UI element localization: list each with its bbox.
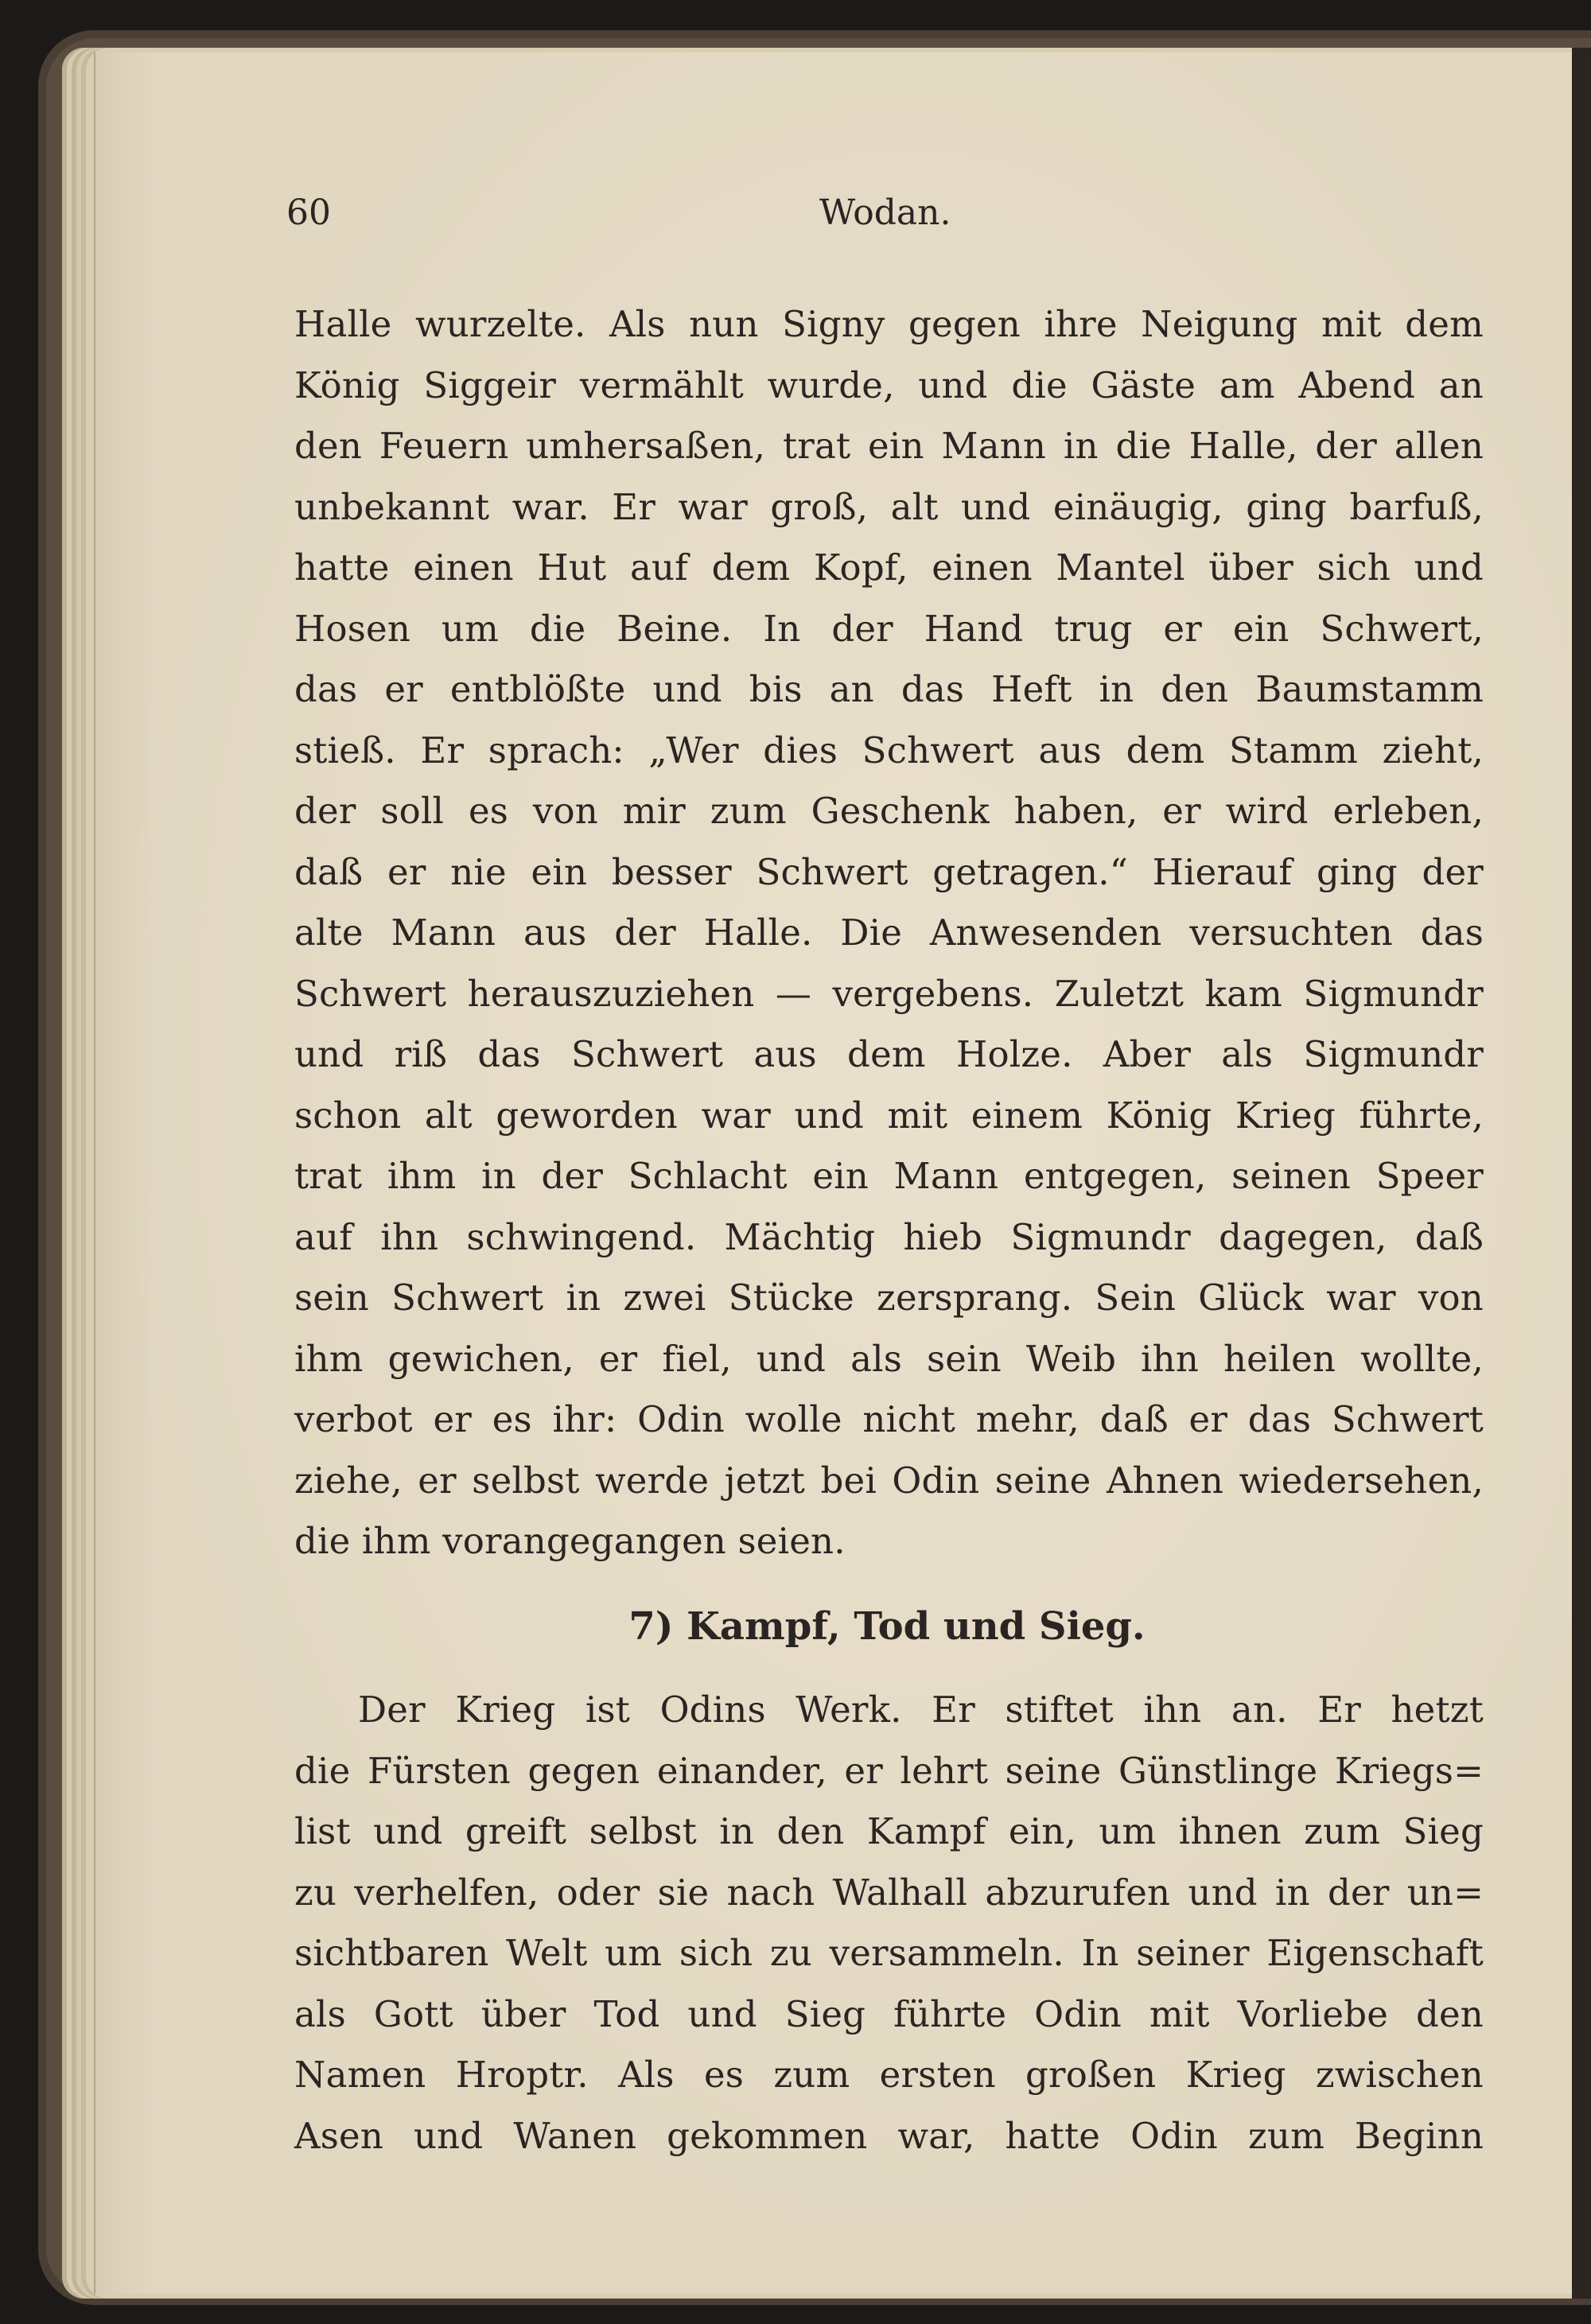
section-heading (0, 1599, 1591, 1654)
text-line: sein Schwert in zwei Stücke zersprang. Sein Glück war von (294, 1277, 1484, 1319)
text-line: der soll es von mir zum Geschenk haben, er wird erleben, (294, 790, 1484, 832)
text-line: auf ihn schwingend. Mächtig hieb Sigmundr dagegen, daß (294, 1215, 1484, 1258)
text-line: ihm gewichen, er fiel, und als sein Weib ihn heilen wollte, (294, 1337, 1484, 1380)
text-line: unbekannt war. Er war groß, alt und einäugig, ging barfuß, (294, 485, 1484, 528)
text-line: König Siggeir vermählt wurde, und die Gäste am Abend an (294, 363, 1484, 406)
running-title: Wodan. (819, 192, 951, 233)
paragraph-1 (294, 294, 1484, 1572)
text-line: trat ihm in der Schlacht ein Mann entgegen, seinen Speer (294, 1155, 1484, 1197)
text-line: den Feuern umhersaßen, trat ein Mann in die Halle, der allen (294, 425, 1484, 467)
text-line: sichtbaren Welt um sich zu versammeln. In seiner Eigenschaft (294, 1932, 1484, 1974)
text-line: stieß. Er sprach: „Wer dies Schwert aus dem Stamm zieht, (294, 729, 1484, 771)
text-line: Schwert herauszuziehen — vergebens. Zuletzt kam Sigmundr (294, 972, 1484, 1015)
text-line: und riß das Schwert aus dem Holze. Aber als Sigmundr (294, 1033, 1484, 1075)
text-line: schon alt geworden war und mit einem König Krieg führte, (294, 1094, 1484, 1137)
text-line: Halle wurzelte. Als nun Signy gegen ihre Neigung mit dem (294, 303, 1484, 345)
text-line: hatte einen Hut auf dem Kopf, einen Mantel über sich und (294, 546, 1484, 589)
text-line: Asen und Wanen gekommen war, hatte Odin zum Beginn (294, 2114, 1484, 2157)
text-line: verbot er es ihr: Odin wolle nicht mehr, daß er das Schwert (294, 1398, 1484, 1440)
text-line: ziehe, er selbst werde jetzt bei Odin seine Ahnen wiedersehen, (294, 1459, 1484, 1502)
text-line: list und greift selbst in den Kampf ein, um ihnen zum Sieg (294, 1810, 1484, 1852)
text-line: das er entblößte und bis an das Heft in den Baumstamm (294, 668, 1484, 710)
paragraph-2 (294, 1680, 1484, 2167)
page-number: 60 (286, 192, 331, 233)
text-line: daß er nie ein besser Schwert getragen.“ Hierauf ging der (294, 850, 1484, 893)
text-line: die Fürsten gegen einander, er lehrt seine Günstlinge Kriegs= (294, 1749, 1484, 1792)
text-line: Der Krieg ist Odins Werk. Er stiftet ihn an. Er hetzt (358, 1689, 1484, 1731)
section-heading-text: 7) Kampf, Tod und Sieg. (628, 1604, 1146, 1649)
text-line: Namen Hroptr. Als es zum ersten großen Krieg zwischen (294, 2054, 1484, 2096)
right-shadow (1572, 48, 1591, 2299)
text-line: Hosen um die Beine. In der Hand trug er ein Schwert, (294, 607, 1484, 650)
text-line: die ihm vorangegangen seien. (294, 1520, 846, 1562)
page-header (0, 189, 1591, 237)
text-line: alte Mann aus der Halle. Die Anwesenden versuchten das (294, 911, 1484, 954)
text-line: zu verhelfen, oder sie nach Walhall abzurufen und in der un= (294, 1871, 1484, 1914)
text-line: als Gott über Tod und Sieg führte Odin mit Vorliebe den (294, 1992, 1484, 2035)
